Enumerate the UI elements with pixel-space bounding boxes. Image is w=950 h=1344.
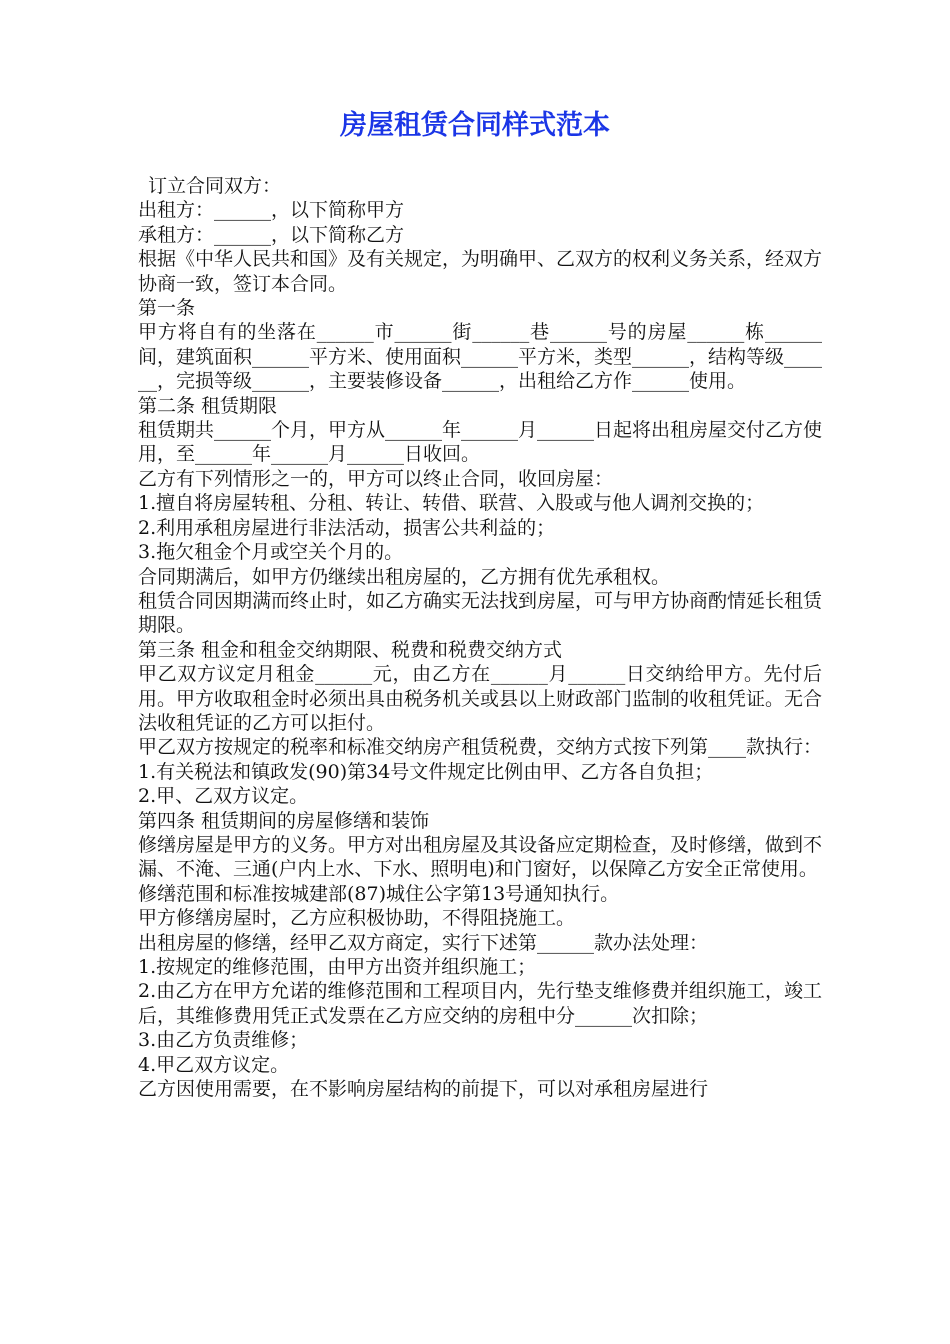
list-item: 2.由乙方在甲方允诺的维修范围和工程项目内，先行垫支维修费并组织施工，竣工后，其维修费用凭正式发票在乙方应交纳的房租中分______次扣除； (138, 980, 822, 1027)
paragraph-repair-standard: 修缮范围和标准按城建部(87)城住公字第13号通知执行。 (138, 882, 620, 905)
paragraph-lease-term: 租赁期共______个月，甲方从______年______月______日起将出租房屋交付乙方使用，至______年______月______日收回。 (138, 419, 823, 466)
paragraph-repair-method: 出租房屋的修缮，经甲乙双方商定，实行下述第______款办法处理： (138, 931, 709, 954)
paragraph-property-description: 甲方将自有的坐落在______市______街______巷______号的房屋______栋______间，建筑面积______平方米、使用面积______平方米，类型______，结构等级______，完损等级______，主要装修设备______，出租给乙方作______使用。 (138, 321, 823, 393)
paragraph-repair-duty: 修缮房屋是甲方的义务。甲方对出租房屋及其设备应定期检查，及时修缮，做到不漏、不淹、三通(户内上水、下水、照明电)和门窗好，以保障乙方安全正常使用。 (138, 833, 823, 881)
article-1-heading: 第一条 (138, 297, 196, 320)
list-item: 3.由乙方负责维修； (138, 1029, 309, 1052)
paragraph-termination-conditions: 乙方有下列情形之一的，甲方可以终止合同，收回房屋： (138, 467, 614, 490)
paragraph-rent-amount: 甲乙双方议定月租金______元，由乙方在______月______日交纳给甲方。先付后用。甲方收取租金时必须出具由税务机关或县以上财政部门监制的收租凭证。无合法收租凭证的乙方可以拒付。 (138, 663, 823, 734)
paragraph-extension: 租赁合同因期满而终止时，如乙方确实无法找到房屋，可与甲方协商酌情延长租赁期限。 (138, 589, 823, 637)
list-item: 2.利用承租房屋进行非法活动，损害公共利益的； (138, 516, 556, 539)
list-item: 1.擅自将房屋转租、分租、转让、转借、联营、入股或与他人调剂交换的； (138, 492, 765, 515)
list-item: 2.甲、乙双方议定。 (138, 785, 309, 808)
paragraph-repair-cooperation: 甲方修缮房屋时，乙方应积极协助，不得阻挠施工。 (138, 907, 576, 930)
list-item: 3.拖欠租金个月或空关个月的。 (138, 541, 404, 564)
contract-body (138, 174, 822, 1101)
paragraph-lessor: 出租方：______，以下简称甲方 (138, 199, 405, 222)
article-2-heading: 第二条 租赁期限 (138, 394, 278, 417)
paragraph-alterations: 乙方因使用需要，在不影响房屋结构的前提下，可以对承租房屋进行 (138, 1078, 709, 1101)
paragraph-preamble: 根据《中华人民共和国》及有关规定，为明确甲、乙双方的权利义务关系，经双方协商一致，签订本合同。 (138, 248, 823, 295)
paragraph-renewal-priority: 合同期满后，如甲方仍继续出租房屋的，乙方拥有优先承租权。 (138, 565, 671, 588)
paragraph-lessee: 承租方：______，以下简称乙方 (138, 223, 405, 246)
paragraph-tax-method: 甲乙双方按规定的税率和标准交纳房产租赁税费，交纳方式按下列第____款执行： (138, 736, 823, 759)
article-4-heading: 第四条 租赁期间的房屋修缮和装饰 (138, 809, 430, 832)
list-item: 1.按规定的维修范围，由甲方出资并组织施工； (138, 956, 537, 978)
document-title: 房屋租赁合同样式范本 (340, 110, 610, 141)
paragraph-parties-heading: 订立合同双方： (148, 175, 282, 197)
list-item: 1.有关税法和镇政发(90)第34号文件规定比例由甲、乙方各自负担； (138, 760, 714, 783)
list-item: 4.甲乙双方议定。 (138, 1053, 290, 1076)
article-3-heading: 第三条 租金和租金交纳期限、税费和税费交纳方式 (138, 638, 563, 661)
